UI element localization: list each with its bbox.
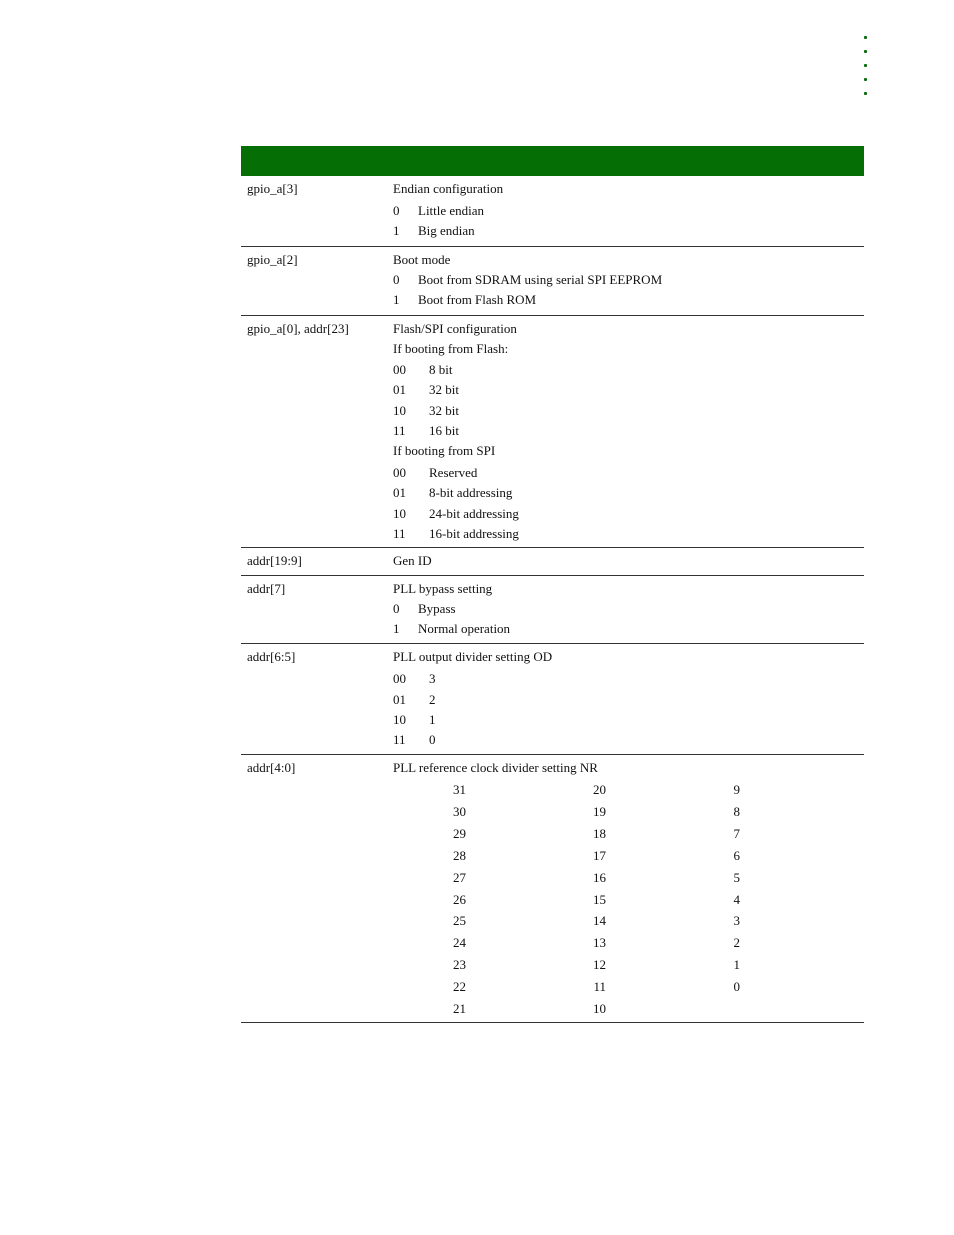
option-label: Boot from SDRAM using serial SPI EEPROM (418, 272, 663, 287)
option-code: 00 (393, 671, 406, 686)
nr-value: 28 (453, 847, 466, 863)
nr-value: 25 (453, 913, 466, 929)
option-label: 32 bit (429, 403, 459, 418)
margin-dot-column (864, 36, 868, 106)
table-row (241, 247, 864, 316)
option-label: 3 (429, 671, 436, 686)
nr-value: 7 (733, 825, 740, 841)
option-label: 16-bit addressing (429, 526, 519, 541)
nr-value: 2 (733, 935, 740, 951)
nr-value: 8 (733, 803, 740, 819)
option-code: 00 (393, 465, 406, 480)
option-code: 0 (393, 272, 400, 287)
pin-name: addr[19:9] (247, 553, 302, 568)
option-label: 8-bit addressing (429, 485, 513, 500)
option-label: 1 (429, 712, 436, 727)
nr-value: 4 (733, 891, 740, 907)
option-code: 11 (393, 423, 406, 438)
option-code: 1 (393, 223, 400, 238)
nr-value: 20 (593, 782, 606, 797)
nr-value: 23 (453, 957, 466, 973)
table-row (241, 176, 864, 247)
nr-value: 5 (733, 869, 740, 885)
setting-title: Boot mode (393, 252, 451, 267)
option-code: 11 (393, 526, 406, 541)
pin-name: addr[6:5] (247, 649, 296, 664)
option-code: 1 (393, 292, 400, 307)
option-label: Reserved (429, 465, 478, 480)
margin-dot (864, 50, 867, 53)
nr-value: 22 (453, 979, 466, 995)
nr-value: 1 (733, 957, 740, 973)
option-label: 2 (429, 692, 436, 707)
option-label: Normal operation (418, 621, 511, 636)
nr-value: 3 (733, 913, 740, 929)
nr-value: 14 (593, 913, 606, 929)
nr-value: 31 (453, 782, 466, 797)
nr-value: 16 (593, 869, 606, 885)
pin-name: gpio_a[0], addr[23] (247, 321, 349, 336)
option-code: 01 (393, 692, 406, 707)
option-label: Big endian (418, 223, 475, 238)
option-code: 10 (393, 403, 406, 418)
setting-subtitle: If booting from SPI (393, 443, 496, 458)
pin-name: gpio_a[3] (247, 181, 298, 196)
setting-subtitle: If booting from Flash: (393, 341, 509, 356)
setting-title: Flash/SPI configuration (393, 321, 517, 336)
option-label: 24-bit addressing (429, 506, 519, 521)
option-label: 16 bit (429, 423, 459, 438)
option-label: 32 bit (429, 382, 459, 397)
nr-value: 29 (453, 825, 466, 841)
pin-name: addr[4:0] (247, 760, 296, 775)
table-row (241, 644, 864, 755)
nr-value: 12 (593, 957, 606, 973)
table-row (241, 576, 864, 644)
option-label: 0 (429, 732, 436, 747)
table-row (241, 548, 864, 576)
option-code: 01 (393, 382, 406, 397)
option-code: 01 (393, 485, 406, 500)
nr-value: 26 (453, 891, 466, 907)
pin-configuration-table (241, 146, 864, 1023)
nr-value: 18 (593, 825, 606, 841)
margin-dot (864, 64, 867, 67)
nr-value: 11 (593, 979, 606, 995)
nr-value: 27 (453, 869, 466, 885)
option-code: 00 (393, 362, 406, 377)
nr-value: 0 (733, 979, 740, 995)
option-code: 11 (393, 732, 406, 747)
option-code: 0 (393, 203, 400, 218)
margin-dot (864, 36, 867, 39)
setting-title: Gen ID (393, 553, 432, 568)
option-code: 10 (393, 712, 406, 727)
pin-name: gpio_a[2] (247, 252, 298, 267)
nr-value: 13 (593, 935, 606, 951)
option-code: 1 (393, 621, 400, 636)
option-label: 8 bit (429, 362, 453, 377)
nr-value: 19 (593, 803, 606, 819)
nr-value: 17 (593, 847, 606, 863)
table-row (241, 755, 864, 1023)
nr-value: 15 (593, 891, 606, 907)
option-label: Boot from Flash ROM (418, 292, 537, 307)
table-row (241, 316, 864, 548)
nr-value: 9 (733, 782, 740, 797)
option-code: 10 (393, 506, 406, 521)
pin-name: addr[7] (247, 581, 286, 596)
nr-value: 6 (733, 847, 740, 863)
option-label: Little endian (418, 203, 485, 218)
nr-value: 21 (453, 1001, 466, 1016)
table-header-bar (241, 146, 864, 176)
option-code: 0 (393, 601, 400, 616)
nr-value: 10 (593, 1001, 606, 1016)
setting-title: PLL output divider setting OD (393, 649, 553, 664)
setting-title: PLL bypass setting (393, 581, 493, 596)
margin-dot (864, 92, 867, 95)
setting-title: PLL reference clock divider setting NR (393, 760, 598, 775)
option-label: Bypass (418, 601, 456, 616)
nr-value: 30 (453, 803, 466, 819)
setting-title: Endian configuration (393, 181, 504, 196)
margin-dot (864, 78, 867, 81)
nr-value: 24 (453, 935, 466, 951)
